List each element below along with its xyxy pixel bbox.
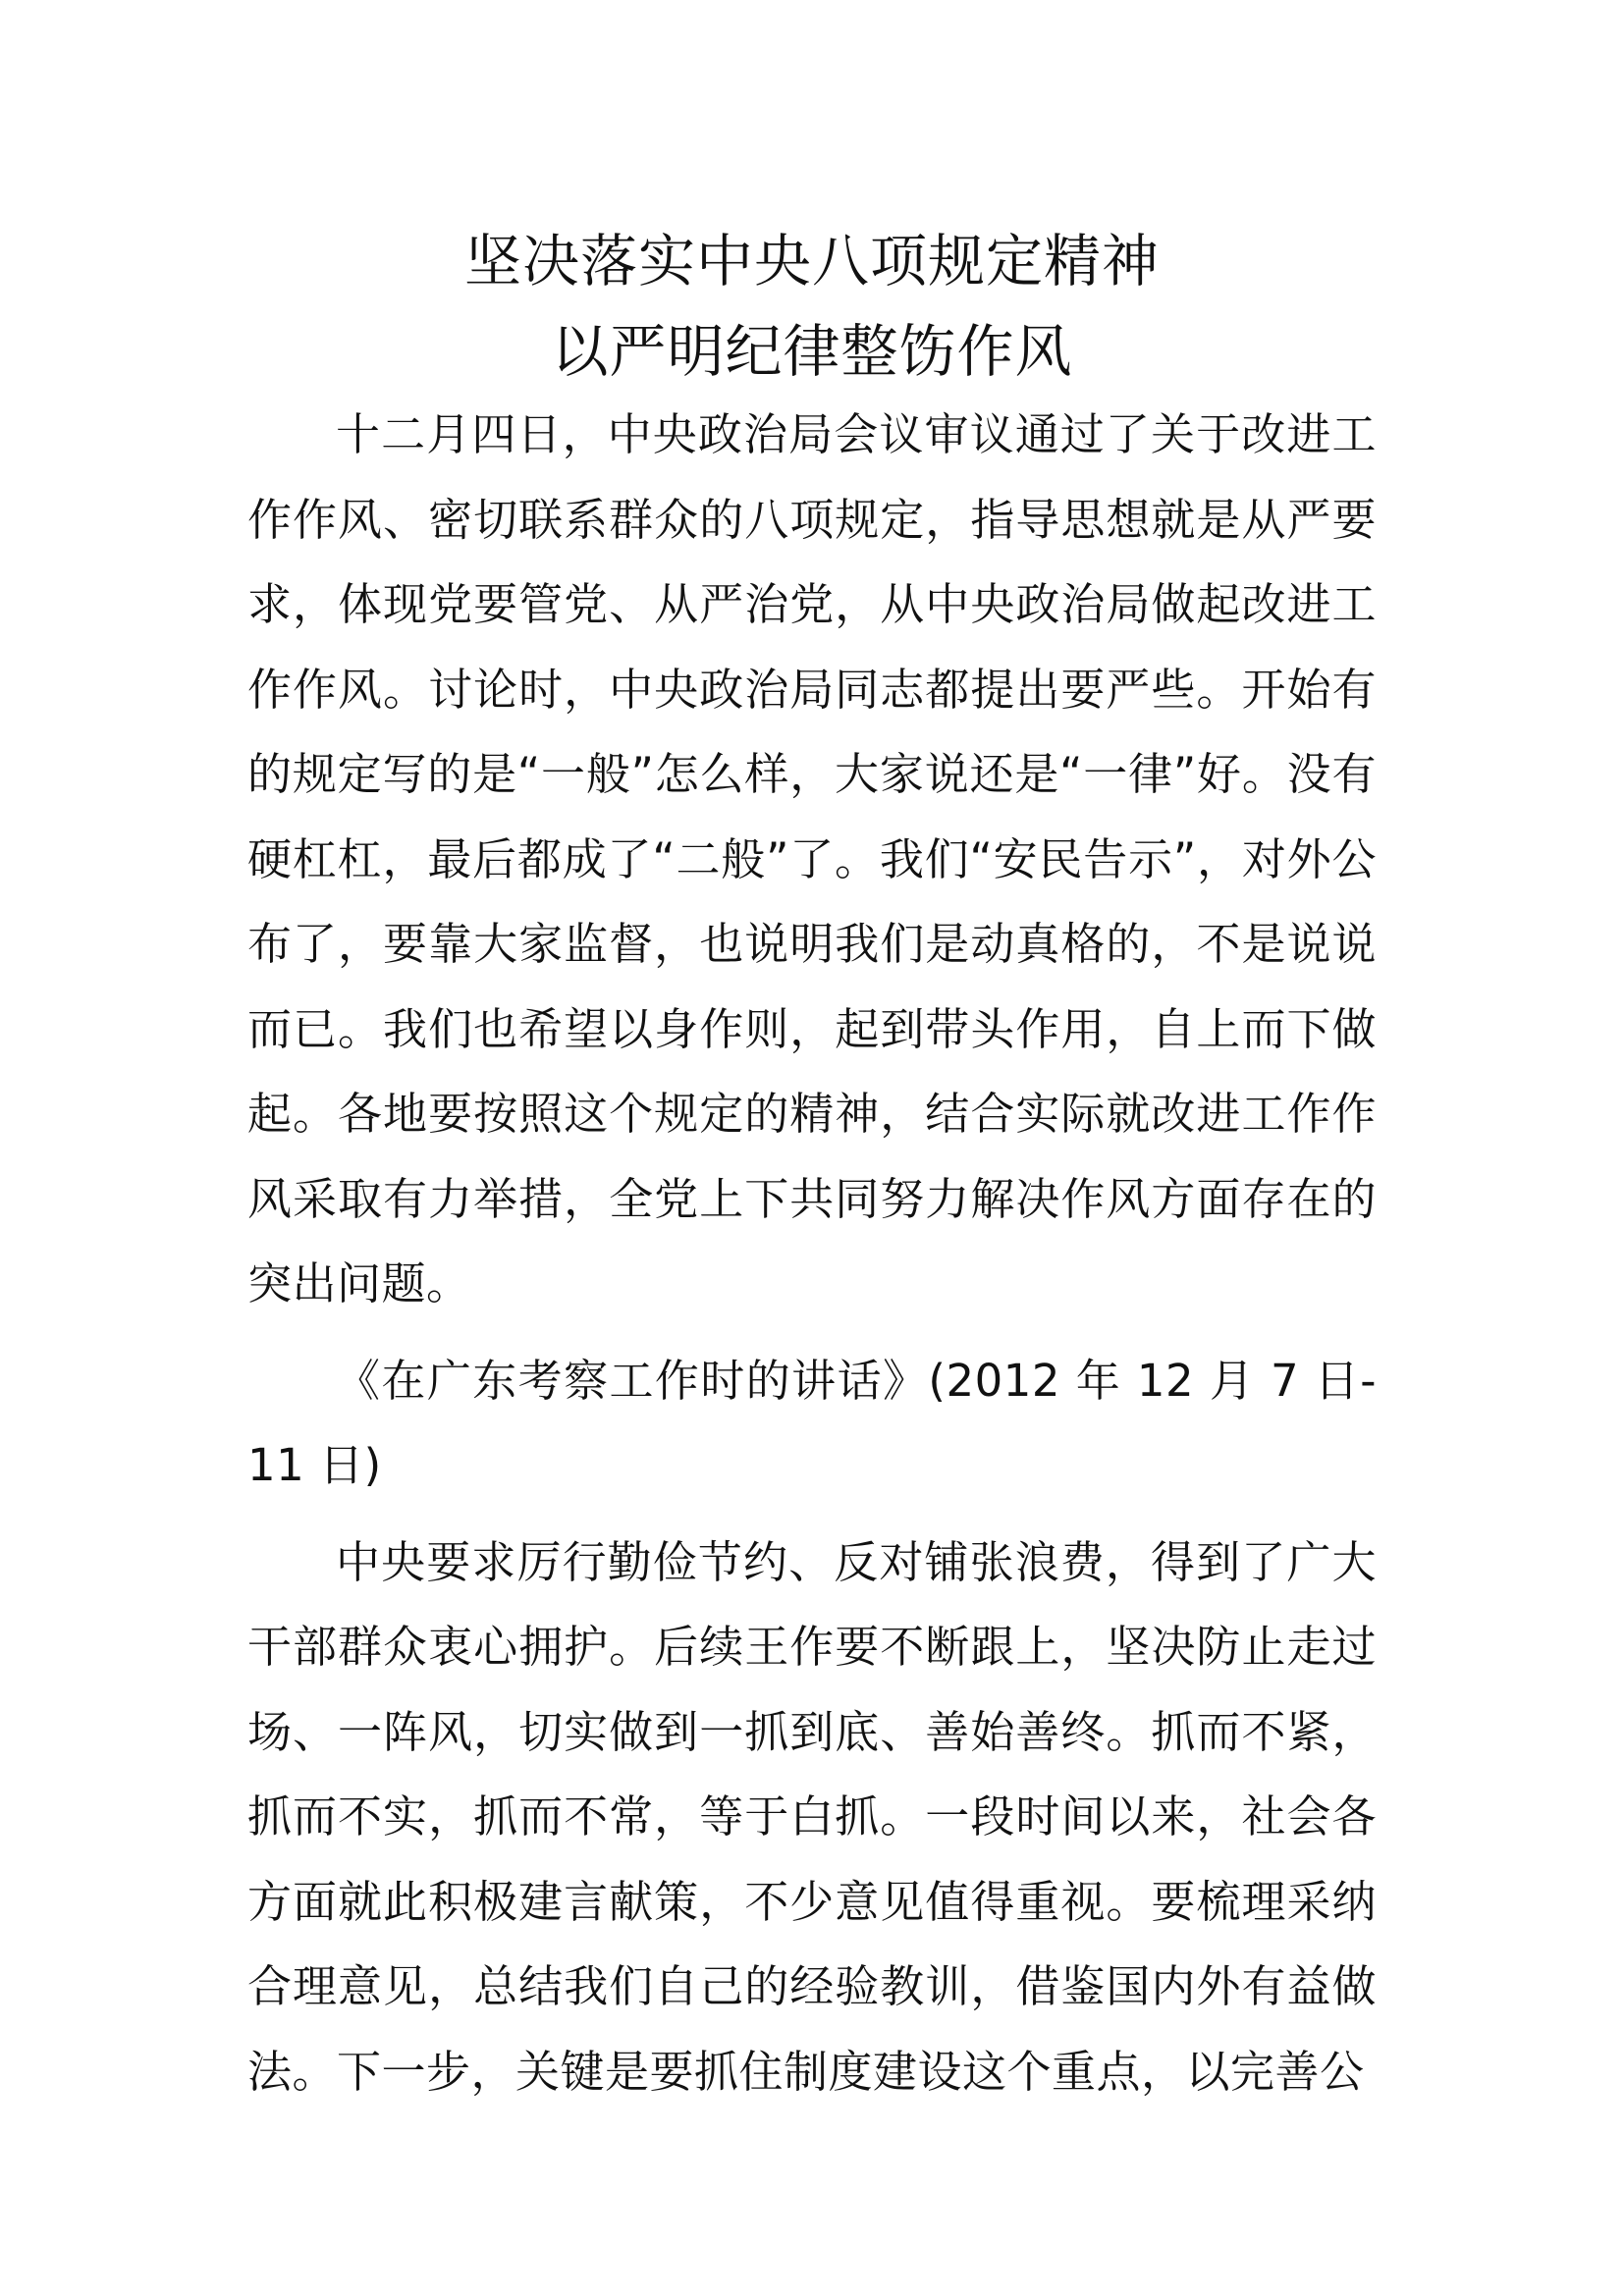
title-line-1: 坚决落实中央八项规定精神 [463,228,1160,294]
paragraph-frugality: 中央要求厉行勤俭节约、反对铺张浪费，得到了广大干部群众衷心拥护。后续王作要不断跟上，坚决防止走过场、一阵风，切实做到一抓到底、善始善终。抓而不紧，抓而不实，抓而不常，等于白抓。一段时间以来，社会各方面就此积极建言献策，不少意见值得重视。要梳理采纳合理意见，总结我们自己的经验教训，借鉴国内外有益做法。下一步，关键是要抓住制度建设这个重点，以完善公 [247,1535,1377,2098]
document-body [247,393,1377,2114]
document-title [0,216,1624,397]
paragraph-source-citation: 《在广东考察工作时的讲话》(2012 年 12 月 7 日-11 日) [247,1354,1377,1491]
title-line-2: 以严明纪律整饬作风 [551,318,1073,385]
paragraph-eight-rules: 十二月四日，中央政治局会议审议通过了关于改进工作作风、密切联系群众的八项规定，指导思想就是从严要求，体现党要管党、从严治党，从中央政治局做起改进工作作风。讨论时，中央政治局同志都提出要严些。开始有的规定写的是“一般”怎么样，大家说还是“一律”好。没有硬杠杠，最后都成了“二般”了。我们“安民告示”，对外公布了，要靠大家监督，也说明我们是动真格的，不是说说而已。我们也希望以身作则，起到带头作用，自上而下做起。各地要按照这个规定的精神，结合实际就改进工作作风采取有力举措，全党上下共同努力解决作风方面存在的突出问题。 [247,408,1377,1309]
